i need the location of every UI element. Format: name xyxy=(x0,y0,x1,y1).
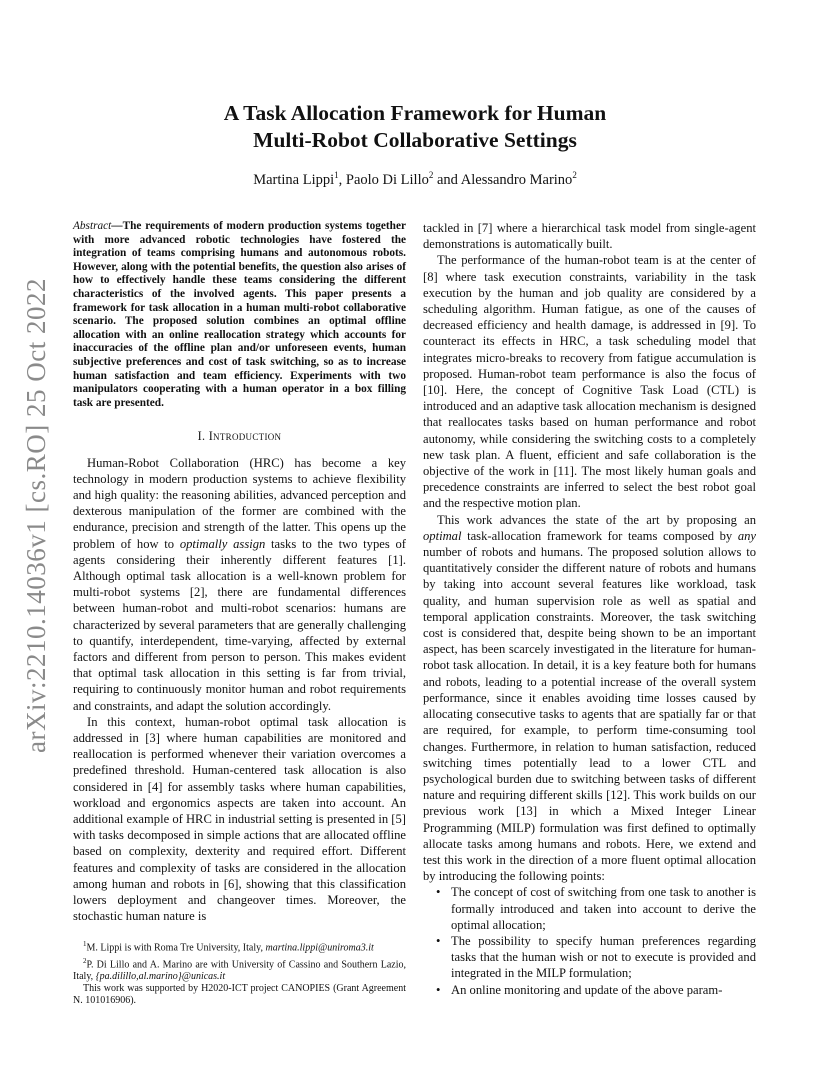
author-2: Paolo Di Lillo xyxy=(345,172,429,188)
abstract xyxy=(73,220,406,410)
right-column xyxy=(423,220,756,998)
abstract-text: The requirements of modern production systems together with more advanced robotic technologies have fostered the integration of teams comprising humans and autonomous robots. However, along with the potential benefits, the question also arises of how to effectively handle these teams considering the different characteristics of the involved agents. This paper presents a framework for task allocation in a human multi-robot collaborative scenario. The proposed solution combines an optimal offline allocation with an online reallocation strategy which accounts for inaccuracies of the offline plan and/or unforeseen events, human subjective preferences and cost of task switching, so as to increase human satisfaction and team efficiency. Experiments with two manipulators cooperating with a human operator in a box filling task are presented. xyxy=(73,220,406,409)
footnote-email: martina.lippi@uniroma3.it xyxy=(265,942,374,954)
intro-paragraph-3: The performance of the human-robot team is at the center of [8] where task execution constraints, variability in the task execution by the human and job quality are considered by a scheduling algorithm. Human fatigue, as one of the causes of decreased efficiency and health damage, is addressed in [9]. To counteract its effects in HRC, a task scheduling model that integrates micro-breaks to recovery from fatigue accumulation is proposed. Human-robot team performance is also the focus of [10]. Here, the concept of Cognitive Task Load (CTL) is introduced and an adaptive task allocation mechanism is designed that reallocates tasks based on human performance and robot autonomy, while considering the switching costs to a completely new task plan. A fluent, efficient and safe collaboration is the objective of the work in [11]. The most likely human goals and precedence constraints are inferred to select the best robot goal and the respective motion plan. xyxy=(423,253,756,511)
abstract-dash: — xyxy=(111,220,123,232)
paper-title xyxy=(120,100,710,154)
text-run: number of robots and humans. The proposed solution allows to quantitatively consider the different nature of robots and humans by taking into account several features like workload, task quality, and human supervision role as well as spatial and temporal application constraints. Moreover, the task switching cost is considered that, despite being shown to be an important aspect, has been scarcely investigated in the literature for human-robot task allocation. In detail, it is a key feature both for humans and robots, leading to a potential increase of the overall system performance, since it enables avoiding time losses caused by allocating consecutive tasks to agents that are spatially far or that are required, for example, to perform time-consuming tool changes. Furthermore, in relation to human satisfaction, reduced switching times potentially lead to a lower CTL and psychological burden due to switching between tasks of different nature and requiring different skills [12]. This work builds on our previous work [13] in which a Mixed Integer Linear Programming (MILP) formulation was first defined to optimally allocate tasks among humans and robots. Here, we extend and test this work in the direction of a more fluent optimal allocation by introducing the following points: xyxy=(423,545,756,884)
author-separator: and xyxy=(433,172,461,188)
paper-title-line2: Multi-Robot Collaborative Settings xyxy=(253,128,577,152)
author-3-affiliation-mark: 2 xyxy=(572,170,577,181)
emphasis-text: optimal xyxy=(423,528,462,543)
intro-paragraph-1 xyxy=(73,455,406,714)
section-numeral: I. xyxy=(197,429,209,444)
emphasis-text: any xyxy=(737,528,756,543)
footnote-text: P. Di Lillo and A. Marino are with University of Cassino and Southern Lazio, Italy, xyxy=(73,958,406,983)
arxiv-identifier-text: arXiv:2210.14036v1 [cs.RO] 25 Oct 2022 xyxy=(20,277,51,753)
contribution-item: • An online monitoring and update of the above param- xyxy=(451,982,756,998)
abstract-label: Abstract xyxy=(73,220,112,232)
contribution-list xyxy=(423,884,756,997)
author-2-affiliation-mark: 2 xyxy=(428,170,434,181)
intro-paragraph-2: In this context, human-robot optimal task allocation is addressed in [3] where human capabilities are monitored and reallocation is performed whenever their variation overcomes a predefined threshold. Human-centered task allocation is also considered in [4] for assembly tasks where human capabilities, workload and ergonomics aspects are taken into account. An additional example of HRC in industrial setting is presented in [5] with tasks decomposed in simple actions that are allocated offline based on complexity, dexterity and required effort. Different features and complexity of tasks are considered in the allocation among human and robots in [6], showing that this classification lowers deployment and changeover times. Moreover, the stochastic human nature is xyxy=(73,714,406,924)
text-run: This work advances the state of the art by proposing an xyxy=(437,512,756,527)
section-name: Introduction xyxy=(208,429,282,444)
footnotes xyxy=(73,938,406,1008)
text-run: tasks to the two types of agents considering their inherently different features [1]. Although optimal task allocation is a well-known problem for multi-robot systems [2], there are fundamental differences between human-robot and multi-robot scenarios: humans are characterized by several parameters that are generally challenging to quantify, interdependent, time-varying, affected by external factors and different from person to person. This makes evident that optimal task allocation in this setting is far from trivial, requiring to continuously monitor human and robot requirements and constraints, and adapt the solution accordingly. xyxy=(73,536,406,713)
contribution-item: • The concept of cost of switching from one task to another is formally introduced and taken into account to derive the optimal allocation; xyxy=(451,884,756,933)
paper-title-line1: A Task Allocation Framework for Human xyxy=(223,101,607,125)
footnote-mark: 1 xyxy=(83,940,87,948)
footnote-text: M. Lippi is with Roma Tre University, Italy, xyxy=(86,942,266,954)
footnote-funding: This work was supported by H2020-ICT project CANOPIES (Grant Agreement N. 101016906). xyxy=(73,983,406,1007)
emphasis-text: optimally assign xyxy=(179,536,266,551)
author-3: Alessandro Marino xyxy=(460,172,573,188)
author-list xyxy=(120,172,710,189)
author-1: Martina Lippi xyxy=(253,172,335,188)
text-run: Human-Robot Collaboration (HRC) has become a key technology in modern production systems to achieve flexibility and high quality: the reasoning abilities, advanced perception and dexterous manipulation of the former are combined with the endurance, precision and strength of the latter. This opens up the problem of how to xyxy=(73,455,406,551)
intro-paragraph-2-continued: tackled in [7] where a hierarchical task model from single-agent demonstrations is automatically built. xyxy=(423,221,756,252)
footnote-1 xyxy=(73,938,406,955)
arxiv-side-identifier xyxy=(14,260,58,770)
contribution-item: • The possibility to specify human preferences regarding tasks that the human wish or not to execute is provided and integrated in the MILP formulation; xyxy=(451,933,756,982)
left-column xyxy=(73,220,406,924)
footnote-mark: 2 xyxy=(83,956,87,965)
footnote-email: {pa.dilillo,al.marino}@unicas.it xyxy=(95,971,226,983)
author-separator: , xyxy=(338,172,346,188)
author-1-affiliation-mark: 1 xyxy=(334,170,339,181)
footnote-2 xyxy=(73,955,406,984)
section-heading-introduction xyxy=(73,428,406,444)
intro-paragraph-4 xyxy=(423,512,756,885)
text-run: task-allocation framework for teams composed by xyxy=(461,528,738,543)
